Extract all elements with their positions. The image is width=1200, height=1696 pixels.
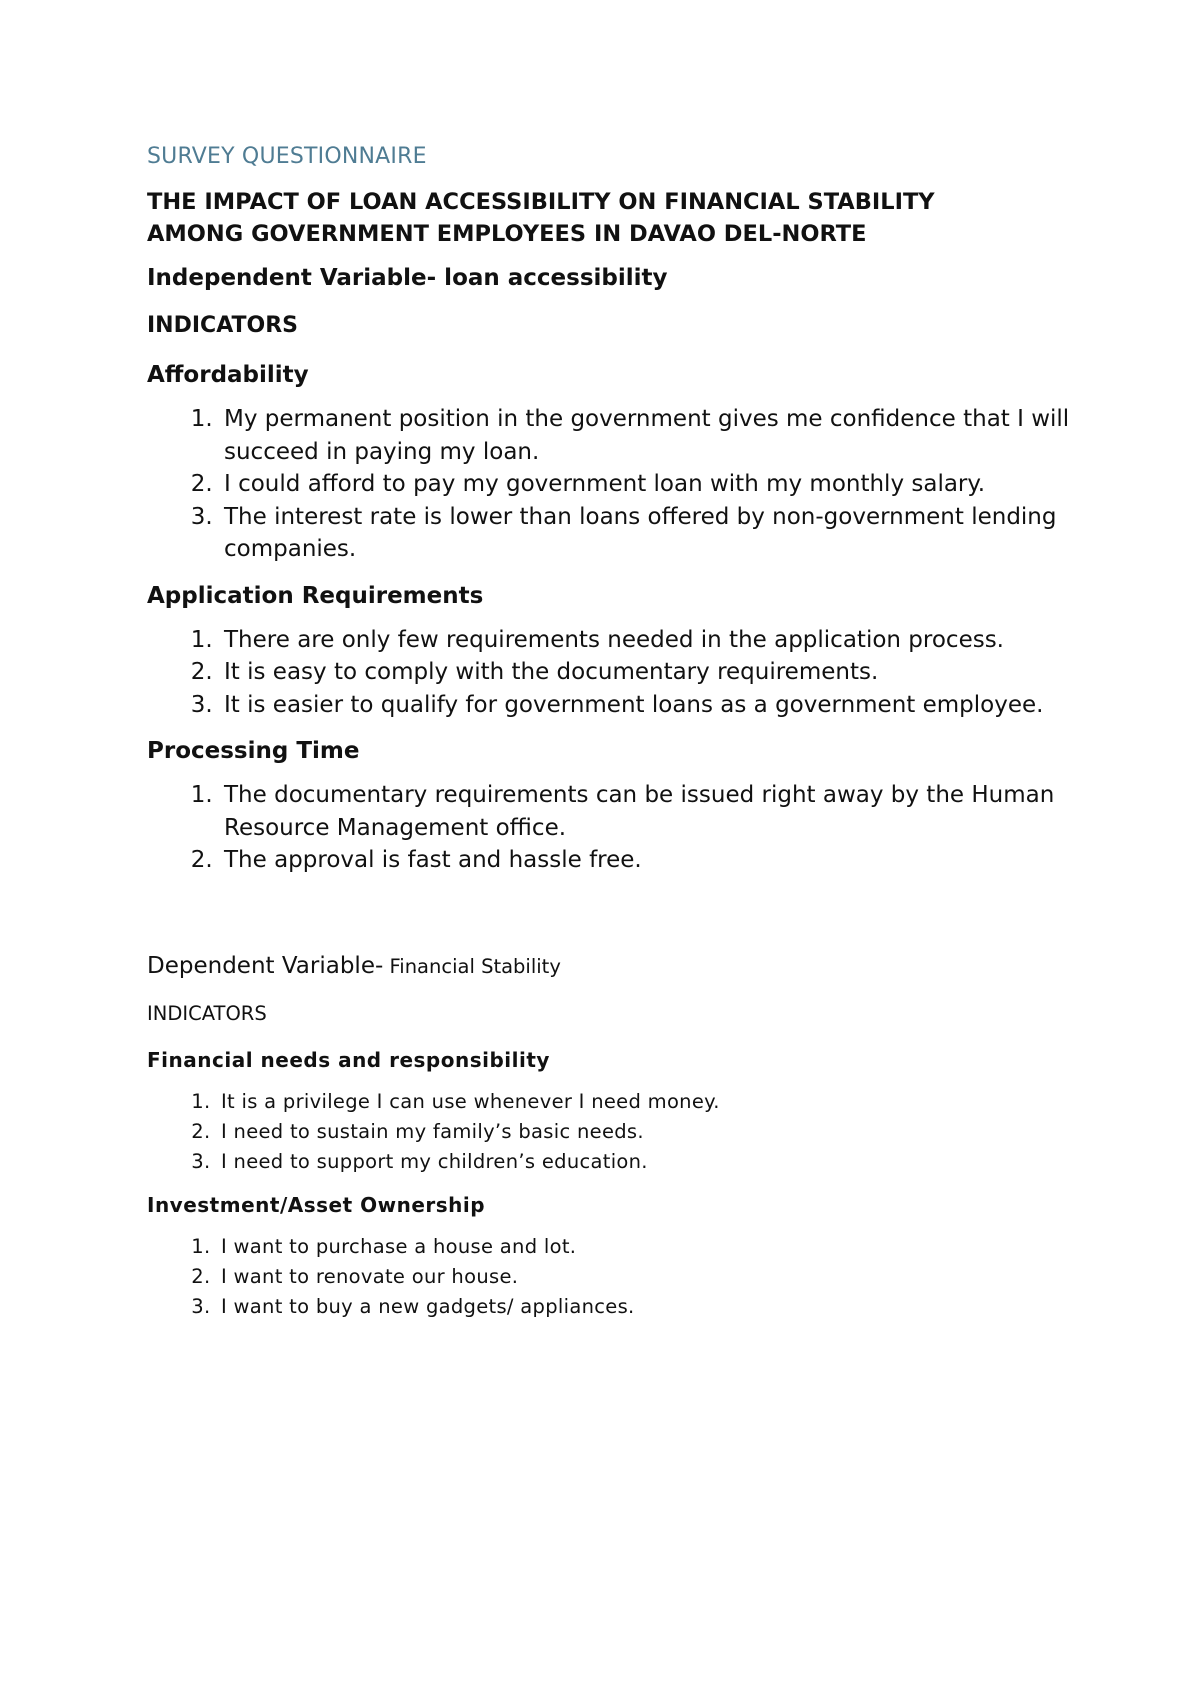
processing-time-list [147,779,1077,877]
document-title [147,186,1077,250]
list-item: 3. I want to buy a new gadgets/ appliances. [217,1292,1077,1322]
list-item: 1. There are only few requirements needed in the application process. [220,624,1077,657]
dependent-variable-value: Financial Stability [383,954,561,978]
title-line-2: AMONG GOVERNMENT EMPLOYEES IN DAVAO DEL-NORTE [147,221,867,247]
affordability-list [147,403,1077,566]
list-item: 2. The approval is fast and hassle free. [220,844,1077,877]
section-heading-processing-time: Processing Time [147,738,360,764]
document-body [147,142,1077,1335]
application-requirements-list [147,624,1077,722]
list-item: 1. It is a privilege I can use whenever I need money. [217,1087,1077,1117]
list-item: 2. I want to renovate our house. [217,1262,1077,1292]
list-item: 3. It is easier to qualify for government loans as a government employee. [220,689,1077,722]
list-item: 2. I could afford to pay my government loan with my monthly salary. [220,468,1077,501]
list-item: 1. The documentary requirements can be issued right away by the Human Resource Management office. [220,779,1077,844]
list-item: 2. It is easy to comply with the documentary requirements. [220,656,1077,689]
section-heading-financial-needs: Financial needs and responsibility [147,1047,550,1072]
list-item: 3. I need to support my children’s education. [217,1147,1077,1177]
dependent-variable-heading [147,950,1077,984]
dependent-indicators-label: INDICATORS [147,1001,267,1025]
dependent-variable-label: Dependent Variable- [147,952,384,979]
investment-asset-ownership-list [147,1232,1077,1322]
section-heading-affordability: Affordability [147,362,309,388]
document-label: SURVEY QUESTIONNAIRE [147,144,427,169]
independent-indicators-label: INDICATORS [147,313,299,338]
section-spacer [147,891,1077,950]
list-item: 1. My permanent position in the government gives me confidence that I will succeed in paying my loan. [220,403,1077,468]
title-line-1: THE IMPACT OF LOAN ACCESSIBILITY ON FINANCIAL STABILITY [147,189,935,215]
list-item: 3. The interest rate is lower than loans offered by non-government lending companies. [220,501,1077,566]
section-heading-application-requirements: Application Requirements [147,582,484,609]
independent-variable-heading: Independent Variable- loan accessibility [147,265,668,291]
list-item: 2. I need to sustain my family’s basic needs. [217,1117,1077,1147]
financial-needs-list [147,1087,1077,1177]
list-item: 1. I want to purchase a house and lot. [217,1232,1077,1262]
section-heading-investment-asset-ownership: Investment/Asset Ownership [147,1192,486,1217]
